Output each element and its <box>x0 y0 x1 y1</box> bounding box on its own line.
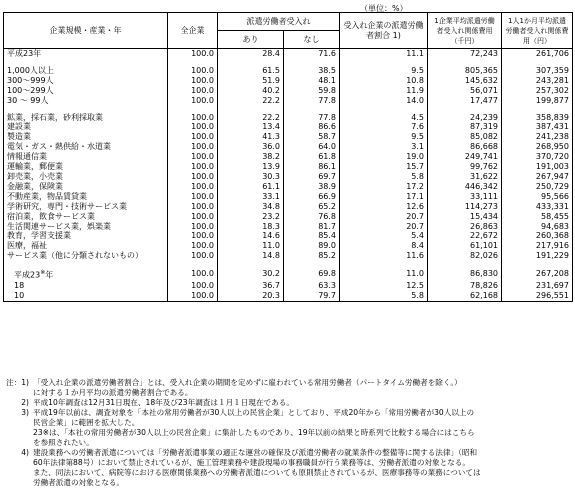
cell-no: 59.8 <box>284 86 340 96</box>
cell-company: 33,111 <box>428 192 502 202</box>
cell-person: 241,238 <box>502 132 573 142</box>
cell-yes: 38.2 <box>218 152 284 162</box>
cell-company: 72,243 <box>428 49 502 59</box>
row-label: 金融業，保険業 <box>4 182 168 192</box>
cell-no: 61.8 <box>284 152 340 162</box>
cell-person: 243,281 <box>502 76 573 86</box>
table-row <box>4 142 573 152</box>
cell-no: 89.0 <box>284 241 340 251</box>
cell-yes: 61.5 <box>218 66 284 76</box>
cell-yes: 40.2 <box>218 86 284 96</box>
note-line <box>3 448 572 458</box>
cell-person: 94,683 <box>502 222 573 232</box>
cell-no: 69.7 <box>284 172 340 182</box>
cell-no: 77.8 <box>284 96 340 106</box>
cell-person: 296,551 <box>502 291 573 301</box>
cell-yes <box>218 106 284 113</box>
cell-no: 76.8 <box>284 212 340 222</box>
cell-all: 100.0 <box>168 182 218 192</box>
cell-all: 100.0 <box>168 241 218 251</box>
cell-company: 24,239 <box>428 113 502 123</box>
cell-company: 26,863 <box>428 222 502 232</box>
cell-company: 31,622 <box>428 172 502 182</box>
cell-no <box>284 106 340 113</box>
note-key <box>3 428 33 438</box>
table-row <box>4 76 573 86</box>
cell-yes: 36.7 <box>218 281 284 291</box>
table-row <box>4 268 573 281</box>
cell-company: 62,168 <box>428 291 502 301</box>
header-category: 企業規模・産業・年 <box>4 13 168 49</box>
note-line <box>3 468 572 478</box>
note-text: 平成19年以前は、調査対象を「本社の常用労働者が30人以上の民営企業」としており、平成20年から「常用労働者が30人以上の <box>33 408 475 417</box>
cell-company: 446,342 <box>428 182 502 192</box>
cell-ratio: 10.8 <box>340 76 428 86</box>
cell-company <box>428 261 502 268</box>
cell-company: 87,319 <box>428 122 502 132</box>
cell-no: 79.7 <box>284 291 340 301</box>
cell-yes: 33.1 <box>218 192 284 202</box>
cell-all: 100.0 <box>168 251 218 261</box>
header-cost-per-person: 1人1か月平均派遣労働者受入れ関係費用（円） <box>502 13 573 49</box>
table-row <box>4 182 573 192</box>
cell-yes: 23.2 <box>218 212 284 222</box>
cell-all: 100.0 <box>168 122 218 132</box>
table-row <box>4 122 573 132</box>
cell-company: 15,434 <box>428 212 502 222</box>
row-label: 1,000人以上 <box>4 66 168 76</box>
cell-yes: 61.1 <box>218 182 284 192</box>
row-label: 18 <box>4 281 168 291</box>
cell-all: 100.0 <box>168 172 218 182</box>
table-row <box>4 231 573 241</box>
note-line <box>3 418 572 428</box>
cell-yes: 20.3 <box>218 291 284 301</box>
cell-person: 261,706 <box>502 49 573 59</box>
header-no: なし <box>284 31 340 49</box>
cell-person: 199,877 <box>502 96 573 106</box>
cell-person: 95,566 <box>502 192 573 202</box>
row-label: 10 <box>4 291 168 301</box>
cell-ratio: 5.8 <box>340 291 428 301</box>
row-label: 不動産業，物品賃貸業 <box>4 192 168 202</box>
cell-ratio <box>340 106 428 113</box>
table-row <box>4 152 573 162</box>
cell-yes: 22.2 <box>218 113 284 123</box>
cell-company: 85,082 <box>428 132 502 142</box>
note-text: 「受入れ企業の派遣労働者割合」とは、受入れ企業の期間を定めずに雇われている常用労働者（パートタイム労働者を除く。） <box>33 378 462 387</box>
cell-ratio: 7.6 <box>340 122 428 132</box>
cell-yes: 18.3 <box>218 222 284 232</box>
note-text: 民営企業」に範囲を拡大した。 <box>33 418 140 427</box>
note-key <box>3 458 33 468</box>
cell-yes: 22.2 <box>218 96 284 106</box>
cell-ratio: 11.9 <box>340 86 428 96</box>
cell-person: 260,368 <box>502 231 573 241</box>
cell-yes: 30.2 <box>218 268 284 281</box>
cell-yes <box>218 261 284 268</box>
note-key <box>3 478 33 488</box>
cell-person: 358,839 <box>502 113 573 123</box>
cell-all <box>168 59 218 66</box>
cell-all: 100.0 <box>168 86 218 96</box>
cell-no: 38.9 <box>284 182 340 192</box>
note-text: を参照されたい。 <box>33 438 94 447</box>
row-label <box>4 261 168 268</box>
row-label: 学術研究，専門・技術サービス業 <box>4 202 168 212</box>
cell-all: 100.0 <box>168 202 218 212</box>
spacer-row <box>4 261 573 268</box>
cell-all <box>168 106 218 113</box>
table-row <box>4 132 573 142</box>
cell-ratio: 3.1 <box>340 142 428 152</box>
cell-no: 58.7 <box>284 132 340 142</box>
footnotes <box>3 378 572 488</box>
table-row <box>4 172 573 182</box>
cell-yes: 28.4 <box>218 49 284 59</box>
cell-person: 307,359 <box>502 66 573 76</box>
note-key: 2) <box>21 398 29 407</box>
cell-all: 100.0 <box>168 49 218 59</box>
cell-person: 387,431 <box>502 122 573 132</box>
row-label: 30 ～ 99人 <box>4 96 168 106</box>
cell-person: 267,947 <box>502 172 573 182</box>
cell-all: 100.0 <box>168 76 218 86</box>
note-text: また、同法において、病院等における医療関係業務への労働者派遣についても原則禁止されているが、医療事務等の業務については <box>33 468 481 477</box>
table-row <box>4 202 573 212</box>
cell-yes: 11.0 <box>218 241 284 251</box>
cell-all: 100.0 <box>168 281 218 291</box>
row-label: 生活関連サービス業，娯楽業 <box>4 222 168 232</box>
cell-all: 100.0 <box>168 96 218 106</box>
cell-company: 17,477 <box>428 96 502 106</box>
cell-person: 250,729 <box>502 182 573 192</box>
cell-no: 81.7 <box>284 222 340 232</box>
cell-ratio: 4.5 <box>340 113 428 123</box>
note-line <box>3 478 572 488</box>
table-row <box>4 281 573 291</box>
row-label: 平成23※年 <box>4 268 168 281</box>
table-row <box>4 291 573 301</box>
cell-ratio: 9.5 <box>340 132 428 142</box>
cell-ratio: 9.5 <box>340 66 428 76</box>
cell-person <box>502 59 573 66</box>
note-line <box>3 388 572 398</box>
cell-yes <box>218 59 284 66</box>
note-key: 3) <box>21 408 29 417</box>
row-label <box>4 106 168 113</box>
cell-person <box>502 261 573 268</box>
cell-ratio: 12.6 <box>340 202 428 212</box>
cell-all: 100.0 <box>168 268 218 281</box>
cell-person: 191,003 <box>502 162 573 172</box>
table-row <box>4 212 573 222</box>
table-row <box>4 241 573 251</box>
header-dispatch-group: 派遣労働者受入れ <box>218 13 340 31</box>
cell-company: 61,101 <box>428 241 502 251</box>
cell-no: 63.3 <box>284 281 340 291</box>
cell-company: 56,071 <box>428 86 502 96</box>
cell-all: 100.0 <box>168 113 218 123</box>
row-label: 鉱業，採石業，砂利採取業 <box>4 113 168 123</box>
note-text: 60年法律第88号）において禁止されているが、施工管理業務や建設現場の事務職員が行う業務等は、労働者派遣の対象となる。 <box>33 458 470 467</box>
cell-no: 69.8 <box>284 268 340 281</box>
table-row <box>4 49 573 59</box>
note-key <box>3 418 33 428</box>
table-row <box>4 86 573 96</box>
table-row <box>4 96 573 106</box>
note-text: 建設業務への労働者派遣については「労働者派遣事業の適正な運営の確保及び派遣労働者の就業条件の整備等に関する法律」（昭和 <box>33 448 478 457</box>
header-yes: あり <box>218 31 284 49</box>
cell-no: 85.4 <box>284 231 340 241</box>
note-text: に対する１か月平均の派遣労働者割合である。 <box>33 388 193 397</box>
cell-ratio: 15.7 <box>340 162 428 172</box>
note-line <box>3 378 572 388</box>
cell-ratio: 5.4 <box>340 231 428 241</box>
cell-yes: 41.3 <box>218 132 284 142</box>
cell-all: 100.0 <box>168 132 218 142</box>
cell-all: 100.0 <box>168 152 218 162</box>
cell-yes: 36.0 <box>218 142 284 152</box>
cell-company: 249,741 <box>428 152 502 162</box>
row-label: 建設業 <box>4 122 168 132</box>
cell-no <box>284 59 340 66</box>
cell-ratio: 8.4 <box>340 241 428 251</box>
cell-no: 48.1 <box>284 76 340 86</box>
cell-yes: 30.3 <box>218 172 284 182</box>
cell-all: 100.0 <box>168 162 218 172</box>
cell-no: 77.8 <box>284 113 340 123</box>
cell-company: 805,365 <box>428 66 502 76</box>
row-label: 情報通信業 <box>4 152 168 162</box>
row-label: 宿泊業，飲食サービス業 <box>4 212 168 222</box>
cell-person: 231,697 <box>502 281 573 291</box>
table-row <box>4 251 573 261</box>
cell-person: 58,455 <box>502 212 573 222</box>
row-label <box>4 59 168 66</box>
note-line <box>3 438 572 448</box>
cell-no: 86.6 <box>284 122 340 132</box>
cell-person: 267,208 <box>502 268 573 281</box>
cell-person: 268,950 <box>502 142 573 152</box>
note-line <box>3 428 572 438</box>
cell-all: 100.0 <box>168 66 218 76</box>
row-label: 教育，学習支援業 <box>4 231 168 241</box>
cell-company: 145,632 <box>428 76 502 86</box>
cell-yes: 34.8 <box>218 202 284 212</box>
header-dispatch-ratio: 受入れ企業の派遣労働者割合 1) <box>340 13 428 49</box>
cell-ratio: 17.1 <box>340 192 428 202</box>
cell-company: 114,273 <box>428 202 502 212</box>
cell-person <box>502 106 573 113</box>
note-text: 労働者派遣の対象となる。 <box>33 478 125 487</box>
cell-no: 38.5 <box>284 66 340 76</box>
note-text: 23※は、「本社の常用労働者が30人以上の民営企業」に集計したものであり、19年以前の結果と時系列で比較する場合にはこちら <box>33 428 475 437</box>
cell-ratio: 20.7 <box>340 212 428 222</box>
row-label: 製造業 <box>4 132 168 142</box>
cell-no: 86.1 <box>284 162 340 172</box>
table-row <box>4 222 573 232</box>
cell-company: 86,830 <box>428 268 502 281</box>
header-all-companies: 全企業 <box>168 13 218 49</box>
row-label: 平成23年 <box>4 49 168 59</box>
cell-no: 64.0 <box>284 142 340 152</box>
cell-all: 100.0 <box>168 192 218 202</box>
statistics-table <box>3 12 573 302</box>
cell-person: 433,331 <box>502 202 573 212</box>
cell-ratio: 17.2 <box>340 182 428 192</box>
cell-no: 66.9 <box>284 192 340 202</box>
note-line <box>3 408 572 418</box>
cell-ratio: 11.6 <box>340 251 428 261</box>
cell-company <box>428 59 502 66</box>
cell-company: 82,026 <box>428 251 502 261</box>
cell-yes: 13.9 <box>218 162 284 172</box>
cell-company <box>428 106 502 113</box>
cell-yes: 51.9 <box>218 76 284 86</box>
note-key: 4) <box>21 448 29 457</box>
cell-person: 370,720 <box>502 152 573 162</box>
cell-person: 257,302 <box>502 86 573 96</box>
note-key <box>3 468 33 478</box>
table-body <box>4 49 573 302</box>
cell-person: 191,229 <box>502 251 573 261</box>
row-label: 300～999人 <box>4 76 168 86</box>
row-label: 運輸業，郵便業 <box>4 162 168 172</box>
cell-no: 65.2 <box>284 202 340 212</box>
cell-ratio <box>340 59 428 66</box>
cell-person: 217,916 <box>502 241 573 251</box>
cell-company: 78,826 <box>428 281 502 291</box>
note-text: 平成10年調査は12月31日現在、18年及び23年調査は１月１日現在である。 <box>33 398 294 407</box>
cell-no: 71.6 <box>284 49 340 59</box>
spacer-row <box>4 59 573 66</box>
row-label: 卸売業，小売業 <box>4 172 168 182</box>
note-key <box>3 438 33 448</box>
cell-company: 22,672 <box>428 231 502 241</box>
cell-ratio: 11.0 <box>340 268 428 281</box>
cell-all <box>168 261 218 268</box>
cell-all: 100.0 <box>168 212 218 222</box>
note-key <box>3 388 33 398</box>
note-line <box>3 398 572 408</box>
cell-all: 100.0 <box>168 222 218 232</box>
table-row <box>4 162 573 172</box>
cell-ratio: 20.7 <box>340 222 428 232</box>
spacer-row <box>4 106 573 113</box>
row-label: 医療，福祉 <box>4 241 168 251</box>
cell-ratio: 11.1 <box>340 49 428 59</box>
note-line <box>3 458 572 468</box>
cell-ratio: 19.0 <box>340 152 428 162</box>
note-key: 注：1) <box>6 378 29 387</box>
cell-no: 85.2 <box>284 251 340 261</box>
table-row <box>4 192 573 202</box>
row-label: 100～299人 <box>4 86 168 96</box>
cell-ratio <box>340 261 428 268</box>
header-cost-per-company: 1企業平均派遣労働者受入れ関係費用（千円） <box>428 13 502 49</box>
cell-yes: 14.8 <box>218 251 284 261</box>
unit-label: （単位：%） <box>360 4 408 13</box>
cell-all: 100.0 <box>168 231 218 241</box>
cell-all: 100.0 <box>168 291 218 301</box>
row-label: サービス業（他に分類されないもの） <box>4 251 168 261</box>
cell-yes: 13.4 <box>218 122 284 132</box>
table-row <box>4 66 573 76</box>
cell-all: 100.0 <box>168 142 218 152</box>
cell-no <box>284 261 340 268</box>
cell-ratio: 14.0 <box>340 96 428 106</box>
cell-ratio: 12.5 <box>340 281 428 291</box>
cell-ratio: 5.8 <box>340 172 428 182</box>
cell-company: 86,668 <box>428 142 502 152</box>
table-row <box>4 113 573 123</box>
row-label: 電気・ガス・熱供給・水道業 <box>4 142 168 152</box>
cell-company: 99,762 <box>428 162 502 172</box>
cell-yes: 14.6 <box>218 231 284 241</box>
